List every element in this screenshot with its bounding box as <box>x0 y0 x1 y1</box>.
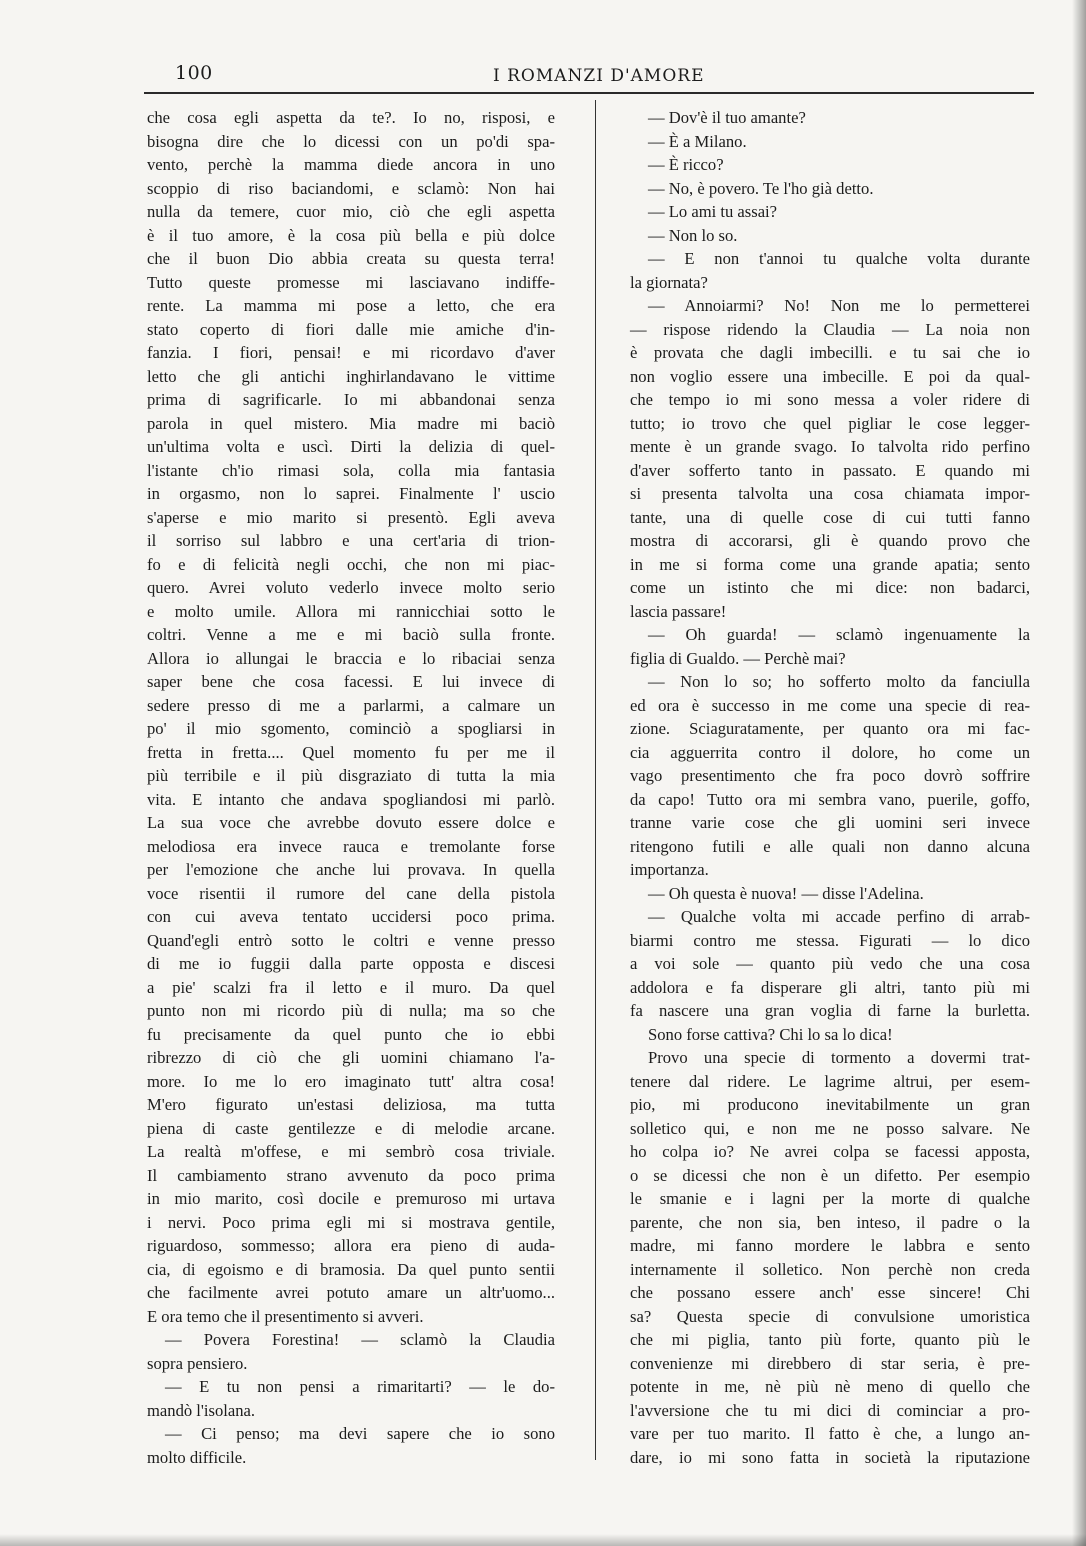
text-line: i nervi. Poco prima egli mi si mostrava gentile, <box>147 1212 555 1232</box>
text-line: a pie' scalzi fra il letto e il muro. Da quel <box>147 977 555 997</box>
text-line: — Dov'è il tuo amante? <box>648 108 806 127</box>
text-line: — Oh guarda! — sclamò ingenuamente la <box>648 625 1030 644</box>
text-line: potente in me, nè più nè meno di quello che <box>630 1377 1030 1396</box>
text-line: che facilmente avrei potuto amare un altr'uomo... <box>147 1283 555 1302</box>
page-number: 100 <box>175 62 213 84</box>
text-line: stato coperto di fiori dalle mie amiche d'in- <box>147 319 555 339</box>
text-line: l'istante ch'io rimasi sola, colla mia fantasia <box>147 460 555 480</box>
text-line: tante, una di quelle cose di cui tutti fanno <box>630 507 1030 527</box>
text-line: Provo una specie di tormento a dovermi trat- <box>648 1048 1030 1067</box>
text-line: convenienze mi direbbero di star seria, è pre- <box>630 1353 1030 1373</box>
text-line: figlia di Gualdo. — Perchè mai? <box>630 648 846 668</box>
text-line: sopra pensiero. <box>147 1353 248 1373</box>
text-line: voce risentii il rumore del cane della pistola <box>147 883 555 903</box>
text-line: che mi piglia, tanto più forte, quanto più le <box>630 1330 1030 1349</box>
text-line: l'avversione che tu mi dici di cominciar a pro- <box>630 1400 1030 1420</box>
text-line: vita. E intanto che andava spogliandosi mi parlò. <box>147 789 555 809</box>
page-bottom-shadow <box>0 1534 1086 1546</box>
text-line: un'ultima volta e uscì. Dirti la delizia di quel- <box>147 437 555 456</box>
text-line: di me io fuggii dalla parte opposta e discesi <box>147 954 555 973</box>
text-line: a voi sole — quanto più vedo che una cosa <box>630 954 1030 973</box>
text-line: parola in quel mistero. Mia madre mi baciò <box>147 413 555 433</box>
text-line: mente è un grande svago. Io talvolta rido perfino <box>630 437 1030 456</box>
text-line: si presenta talvolta una cosa chiamata impor- <box>630 484 1030 503</box>
text-line: vento, perchè la mamma diede ancora in uno <box>147 155 555 174</box>
text-line: prima di sagrificarle. Io mi abbandonai senza <box>147 390 555 409</box>
text-line: — È ricco? <box>648 155 724 174</box>
text-line: sa? Questa specie di convulsione umoristica <box>630 1306 1030 1326</box>
text-line: solletico qui, e non me ne posso salvare. Ne <box>630 1118 1030 1138</box>
text-line: o se dicessi che non è un difetto. Per esempio <box>630 1165 1030 1185</box>
text-line: — rispose ridendo la Claudia — La noia non <box>630 319 1030 339</box>
header-rule <box>144 92 1034 94</box>
text-line: — Non lo so. <box>648 225 738 245</box>
text-line: zione. Sciaguratamente, per quanto ora mi fac- <box>630 719 1030 738</box>
text-line: molto difficile. <box>147 1447 247 1467</box>
text-line: in mio marito, così docile e premuroso mi urtava <box>147 1189 555 1208</box>
text-line: Quand'egli entrò sotto le coltri e venne presso <box>147 930 555 950</box>
left-text-column <box>147 106 555 1469</box>
text-line: — Non lo so; ho sofferto molto da fanciulla <box>648 672 1030 691</box>
text-line: melodiosa era invece rauca e tremolante forse <box>147 836 555 856</box>
text-line: vago presentimento che fra poco dovrò soffrire <box>630 766 1030 785</box>
text-line: addolora e fa disperare gli altri, tanto più mi <box>630 977 1030 997</box>
text-line: nulla da temere, cuor mio, ciò che egli aspetta <box>147 202 555 221</box>
text-line: — No, è povero. Te l'ho già detto. <box>648 178 874 198</box>
running-head: I ROMANZI D'AMORE <box>493 66 705 86</box>
text-line: fretta in fretta.... Quel momento fu per me il <box>147 742 555 762</box>
text-line: Il cambiamento strano avvenuto da poco prima <box>147 1165 555 1185</box>
text-line: La realtà m'offese, e mi sembrò cosa triviale. <box>147 1142 555 1161</box>
text-line: pio, mi producono inevitabilmente un gran <box>630 1095 1030 1114</box>
text-line: fa nascere una gran voglia di farne la burletta. <box>630 1001 1030 1020</box>
text-line: — Povera Forestina! — sclamò la Claudia <box>165 1330 555 1349</box>
text-line: piena di caste gentilezze e di melodie arcane. <box>147 1118 555 1138</box>
text-line: sedere presso di me a parlarmi, a calmare un <box>147 695 555 715</box>
text-line: importanza. <box>630 860 709 879</box>
text-line: riguardoso, sommesso; allora era pieno di auda- <box>147 1236 555 1255</box>
text-line: con cui aveva tentato uccidersi poco prima. <box>147 907 555 926</box>
text-line: ed ora è successo in me come una specie di rea- <box>630 695 1030 715</box>
text-line: E ora temo che il presentimento si avveri. <box>147 1306 424 1326</box>
text-line: punto non mi ricordo più di nulla; ma so che <box>147 1001 555 1020</box>
text-line: d'aver sofferto tanto in passato. E quando mi <box>630 460 1030 480</box>
text-line: la giornata? <box>630 272 708 292</box>
text-line: come un istinto che mi dice: non badarci, <box>630 578 1030 597</box>
text-line: — Annoiarmi? No! Non me lo permetterei <box>648 296 1030 315</box>
text-line: che il buon Dio abbia creata su questa terra! <box>147 249 555 268</box>
text-line: La sua voce che avrebbe dovuto essere dolce e <box>147 813 555 832</box>
text-line: fanzia. I fiori, pensai! e mi ricordavo d'aver <box>147 343 555 362</box>
text-line: il sorriso sul labbro e una cert'aria di trion- <box>147 531 555 550</box>
text-line: cia, di egoismo e di bramosia. Da quel punto sentii <box>147 1259 555 1279</box>
text-line: coltri. Venne a me e mi baciò sulla fronte. <box>147 625 555 644</box>
text-line: fu precisamente da quel punto che io ebbi <box>147 1024 555 1044</box>
text-line: da capo! Tutto ora mi sembra vano, puerile, goffo, <box>630 789 1030 809</box>
text-line: ritengono futili e alle quali non danno alcuna <box>630 836 1030 856</box>
text-line: le smanie e i lagni per la morte di qualche <box>630 1189 1030 1208</box>
text-line: lascia passare! <box>630 601 727 621</box>
text-line: è provata che dagli imbecilli. e tu sai che io <box>630 343 1030 362</box>
text-line: — Oh questa è nuova! — disse l'Adelina. <box>648 883 924 903</box>
text-line: tutto; io trovo che quel pigliar le cose legger- <box>630 413 1030 433</box>
text-line: M'ero figurato un'estasi deliziosa, ma tutta <box>147 1095 555 1114</box>
text-line: più terribile e il più disgraziato di tutta la mia <box>147 766 555 785</box>
text-line: internamente il solletico. Non perchè non creda <box>630 1259 1030 1279</box>
text-line: bisogna dire che lo dicessi con un po'di spa- <box>147 131 555 151</box>
text-line: in me si forma come una grande apatia; sento <box>630 554 1030 574</box>
text-line: per l'emozione che anche lui provava. In quella <box>147 860 555 879</box>
text-line: che tempo io mi sono messa a voler ridere di <box>630 390 1030 409</box>
text-line: — Lo ami tu assai? <box>648 202 778 221</box>
text-line: — E tu non pensi a rimaritarti? — le do- <box>165 1377 555 1396</box>
text-line: parente, che non sia, ben inteso, il padre o la <box>630 1212 1030 1232</box>
text-line: vare per tuo marito. Il fatto è che, a lungo an- <box>630 1424 1030 1443</box>
text-line: tenere dal ridere. Le lagrime altrui, per esem- <box>630 1071 1030 1091</box>
text-line: che cosa egli aspetta da te?. Io no, risposi, e <box>147 108 555 127</box>
text-line: s'aperse e mio marito si presentò. Egli aveva <box>147 507 555 527</box>
text-line: cia agguerrita contro il dolore, ho come un <box>630 742 1030 762</box>
text-line: — Ci penso; ma devi sapere che io sono <box>165 1424 555 1443</box>
text-line: — È a Milano. <box>648 131 747 151</box>
text-line: dare, io mi sono fatta in società la riputazione <box>630 1447 1030 1467</box>
column-divider <box>595 100 596 1460</box>
text-line: scoppio di riso baciandomi, e sclamò: Non hai <box>147 178 555 198</box>
text-line: che possano essere anch' esse sincere! Chi <box>630 1283 1030 1302</box>
text-line: e molto umile. Allora mi rannicchiai sotto le <box>147 601 555 621</box>
text-line: quero. Avrei voluto vederlo invece molto serio <box>147 578 555 597</box>
text-line: non voglio essere una imbecille. E poi da qual- <box>630 366 1030 386</box>
text-line: in orgasmo, non lo saprei. Finalmente l' uscio <box>147 484 555 503</box>
text-line: mostra di accorarsi, gli è quando provo che <box>630 531 1030 550</box>
text-line: saper bene che cosa facessi. E lui invece di <box>147 672 555 691</box>
text-line: more. Io me lo ero imaginato tutt' altra cosa! <box>147 1071 555 1091</box>
text-line: tranne varie cose che gli uomini seri invece <box>630 813 1030 832</box>
text-line: rente. La mamma mi pose a letto, che era <box>147 296 555 315</box>
text-line: — E non t'annoi tu qualche volta durante <box>648 249 1030 268</box>
text-line: madre, mi fanno mordere le labbra e sento <box>630 1236 1030 1255</box>
text-line: biarmi contro me stessa. Figurati — lo dico <box>630 930 1030 950</box>
text-line: Tutto queste promesse mi lasciavano indiffe- <box>147 272 555 292</box>
text-line: letto che gli antichi inghirlandavano le vittime <box>147 366 555 386</box>
right-text-column <box>630 106 1030 1469</box>
text-line: fo e di felicità negli occhi, che non mi piac- <box>147 554 555 574</box>
text-line: Allora io allungai le braccia e lo ribaciai senza <box>147 648 555 668</box>
text-line: Sono forse cattiva? Chi lo sa lo dica! <box>648 1024 893 1044</box>
text-line: po' il mio sgomento, cominciò a spogliarsi in <box>147 719 555 738</box>
text-line: ho colpa io? Ne avrei colpa se facessi apposta, <box>630 1142 1030 1161</box>
text-line: è il tuo amore, è la cosa più bella e più dolce <box>147 225 555 245</box>
text-line: mandò l'isolana. <box>147 1400 256 1420</box>
text-line: — Qualche volta mi accade perfino di arrab- <box>648 907 1030 926</box>
text-line: ribrezzo di ciò che gli uomini chiamano l'a- <box>147 1048 555 1067</box>
page-edge-shadow <box>1072 0 1086 1546</box>
